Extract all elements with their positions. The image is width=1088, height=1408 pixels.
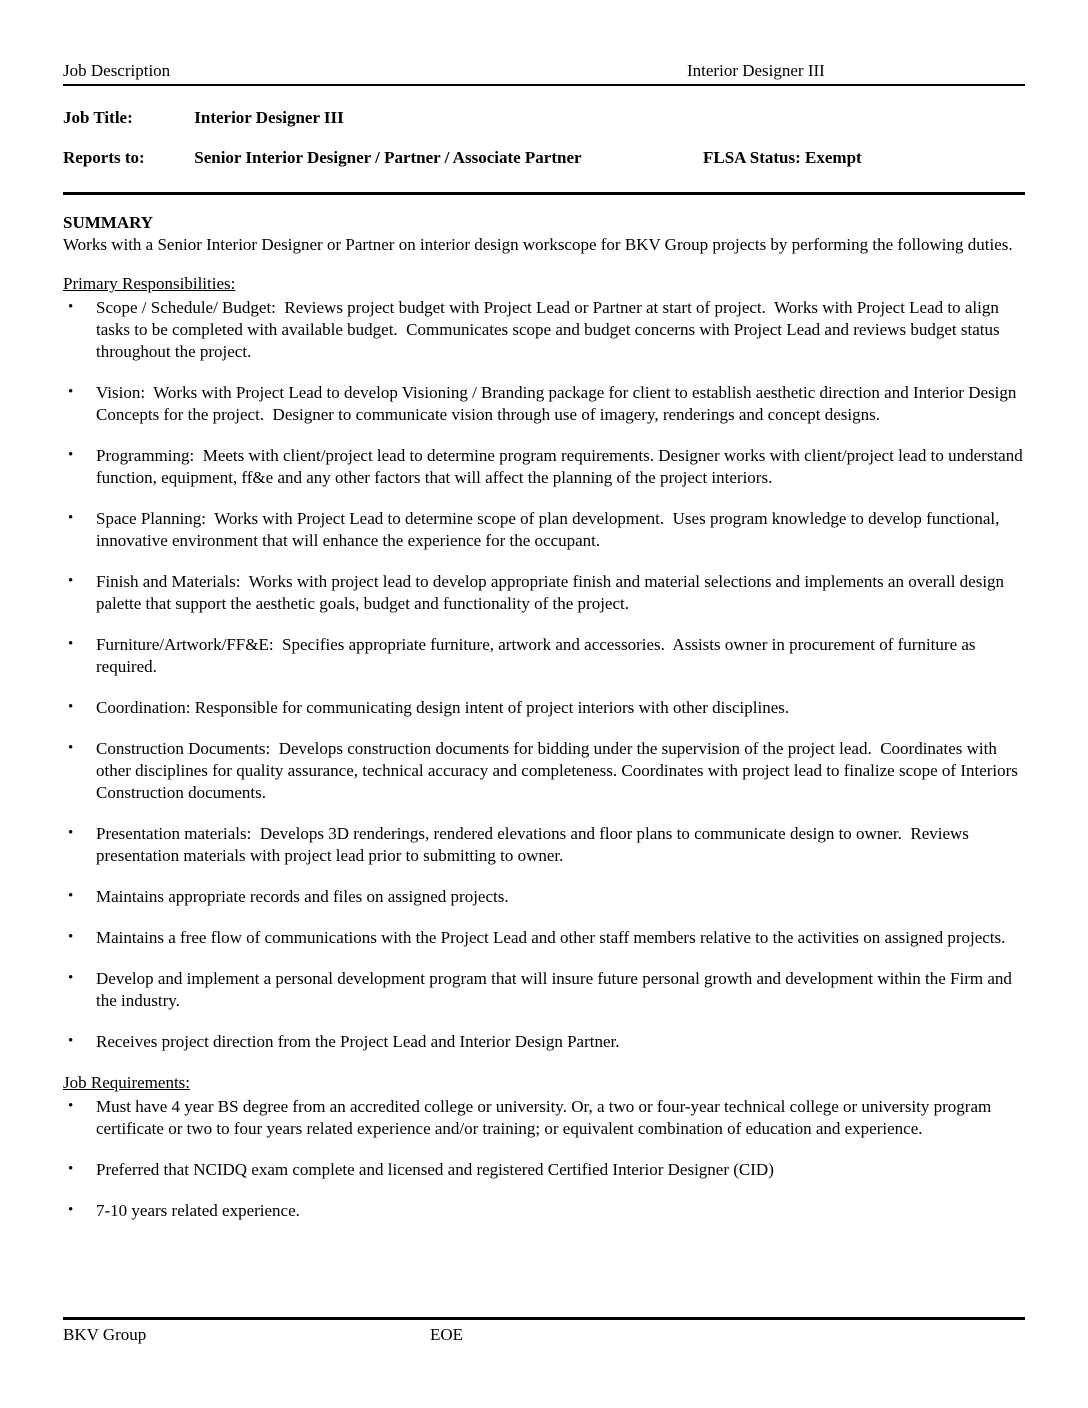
bullet-icon: • bbox=[68, 1033, 74, 1049]
requirement-item bbox=[63, 1096, 1025, 1140]
responsibility-item bbox=[63, 571, 1025, 615]
footer-rule bbox=[63, 1317, 1025, 1320]
reports-to-value: Senior Interior Designer / Partner / Associate Partner bbox=[194, 148, 582, 167]
bullet-icon: • bbox=[68, 299, 74, 315]
responsibility-text: Maintains a free flow of communications with the Project Lead and other staff members relative to the activities on assigned projects. bbox=[96, 928, 1006, 947]
bullet-icon: • bbox=[68, 699, 74, 715]
responsibility-item bbox=[63, 697, 1025, 719]
responsibility-text: Finish and Materials: Works with project lead to develop appropriate finish and material selections and implements an overall design palette that support the aesthetic goals, budget and functionality of the project. bbox=[96, 572, 1009, 613]
responsibility-item bbox=[63, 886, 1025, 908]
responsibility-text: Furniture/Artwork/FF&E: Specifies appropriate furniture, artwork and accessories. Assists owner in procurement of furniture as required. bbox=[96, 635, 980, 676]
bullet-icon: • bbox=[68, 636, 74, 652]
responsibility-item bbox=[63, 445, 1025, 489]
primary-responsibilities-list bbox=[63, 297, 1025, 1053]
footer-left-text: BKV Group bbox=[63, 1325, 147, 1344]
requirement-text: Preferred that NCIDQ exam complete and licensed and registered Certified Interior Designer (CID) bbox=[96, 1160, 774, 1179]
job-title-row bbox=[63, 107, 1025, 129]
header-left-text: Job Description bbox=[63, 61, 171, 80]
responsibility-item bbox=[63, 382, 1025, 426]
responsibility-text: Maintains appropriate records and files on assigned projects. bbox=[96, 887, 509, 906]
bullet-icon: • bbox=[68, 929, 74, 945]
summary-body: Works with a Senior Interior Designer or Partner on interior design workscope for BKV Group projects by performing the following duties. bbox=[63, 235, 1013, 254]
responsibility-item bbox=[63, 508, 1025, 552]
bullet-icon: • bbox=[68, 573, 74, 589]
responsibility-text: Programming: Meets with client/project lead to determine program requirements. Designer works with client/project lead to understand function, equipment, ff&e and any other factors that will affect the planning of the project interiors. bbox=[96, 446, 1027, 487]
responsibility-text: Space Planning: Works with Project Lead to determine scope of plan development. Uses program knowledge to develop functional, innovative environment that will enhance the experience for the occupant. bbox=[96, 509, 1004, 550]
bullet-icon: • bbox=[68, 825, 74, 841]
bullet-icon: • bbox=[68, 1098, 74, 1114]
bullet-icon: • bbox=[68, 1202, 74, 1218]
bullet-icon: • bbox=[68, 970, 74, 986]
responsibility-item bbox=[63, 927, 1025, 949]
page-footer bbox=[63, 1317, 1025, 1346]
responsibility-item bbox=[63, 823, 1025, 867]
document-content bbox=[63, 60, 1025, 1241]
responsibility-text: Coordination: Responsible for communicating design intent of project interiors with other disciplines. bbox=[96, 698, 790, 717]
bullet-icon: • bbox=[68, 1161, 74, 1177]
bullet-icon: • bbox=[68, 384, 74, 400]
responsibility-text: Presentation materials: Develops 3D renderings, rendered elevations and floor plans to communicate design to owner. Reviews presentation materials with project lead prior to submitting to owner. bbox=[96, 824, 974, 865]
responsibility-text: Scope / Schedule/ Budget: Reviews project budget with Project Lead or Partner at start of project. Works with Project Lead to align tasks to be completed with available budget. Communicates scope and budget concerns with Project Lead and reviews budget status throughout the project. bbox=[96, 298, 1004, 361]
responsibility-text: Develop and implement a personal development program that will insure future personal growth and development within the Firm and the industry. bbox=[96, 969, 1017, 1010]
summary-heading: SUMMARY bbox=[63, 213, 154, 232]
responsibility-item bbox=[63, 968, 1025, 1012]
job-title-value: Interior Designer III bbox=[194, 108, 344, 127]
footer-eoe-text: EOE bbox=[430, 1325, 464, 1344]
reports-to-label: Reports to: bbox=[63, 148, 145, 167]
header-rule bbox=[63, 84, 1025, 86]
bullet-icon: • bbox=[68, 888, 74, 904]
responsibility-text: Construction Documents: Develops construction documents for bidding under the supervision of the project lead. Coordinates with other disciplines for quality assurance, technical accuracy and completeness. Coordinates with project lead to finalize scope of Interiors Construction documents. bbox=[96, 739, 1023, 802]
primary-responsibilities-heading: Primary Responsibilities: bbox=[63, 274, 236, 293]
bullet-icon: • bbox=[68, 740, 74, 756]
flsa-status: FLSA Status: Exempt bbox=[703, 148, 862, 167]
header-right-text: Interior Designer III bbox=[687, 61, 825, 80]
bullet-icon: • bbox=[68, 510, 74, 526]
page-header bbox=[63, 60, 1025, 82]
reports-to-row bbox=[63, 147, 1025, 169]
responsibility-item bbox=[63, 297, 1025, 363]
responsibility-item bbox=[63, 738, 1025, 804]
footer-text-row bbox=[63, 1324, 1025, 1346]
requirement-text: Must have 4 year BS degree from an accredited college or university. Or, a two or four-year technical college or university program certificate or two to four years related experience and/or training; or equivalent combination of education and experience. bbox=[96, 1097, 996, 1138]
title-block-rule bbox=[63, 192, 1025, 195]
job-requirements-heading: Job Requirements: bbox=[63, 1073, 191, 1092]
responsibility-text: Receives project direction from the Project Lead and Interior Design Partner. bbox=[96, 1032, 620, 1051]
responsibility-item bbox=[63, 634, 1025, 678]
requirement-item bbox=[63, 1159, 1025, 1181]
job-requirements-list bbox=[63, 1096, 1025, 1222]
job-title-label: Job Title: bbox=[63, 108, 133, 127]
requirement-item bbox=[63, 1200, 1025, 1222]
bullet-icon: • bbox=[68, 447, 74, 463]
responsibility-item bbox=[63, 1031, 1025, 1053]
responsibility-text: Vision: Works with Project Lead to develop Visioning / Branding package for client to establish aesthetic direction and Interior Design Concepts for the project. Designer to communicate vision through use of imagery, renderings and concept designs. bbox=[96, 383, 1021, 424]
requirement-text: 7-10 years related experience. bbox=[96, 1201, 300, 1220]
